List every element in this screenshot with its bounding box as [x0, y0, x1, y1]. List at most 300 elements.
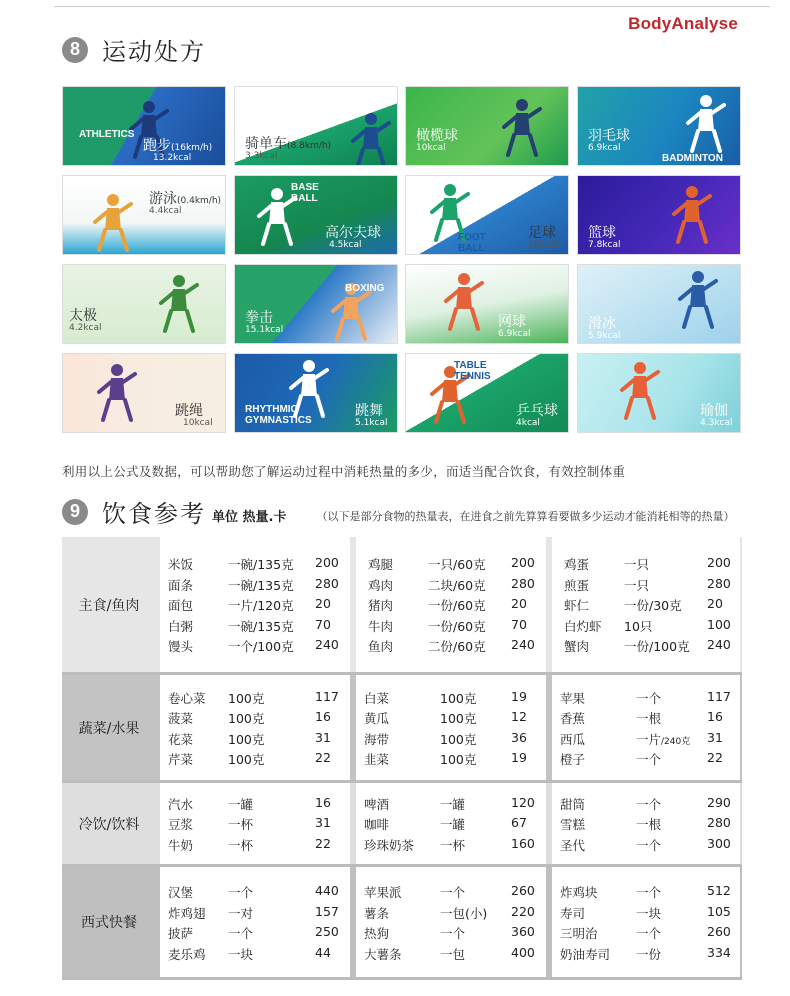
food-item — [356, 945, 546, 963]
food-calories: 70 — [511, 616, 527, 632]
food-name: 炸鸡翅 — [168, 905, 206, 921]
food-portion: 一碗/135克 — [228, 618, 294, 634]
sport-tag: FOOT BALL — [458, 232, 486, 254]
food-portion: 100克 — [440, 690, 477, 706]
food-item — [160, 924, 350, 942]
food-name: 寿司 — [560, 905, 586, 921]
food-calories: 200 — [707, 555, 731, 571]
food-calories: 280 — [707, 815, 731, 831]
food-item — [356, 750, 546, 768]
food-name: 花菜 — [168, 731, 194, 747]
food-calories: 22 — [315, 750, 331, 765]
food-column-block — [552, 783, 740, 864]
food-item — [552, 904, 740, 922]
food-item — [356, 596, 546, 614]
food-item — [552, 617, 740, 635]
food-portion: 一个 — [636, 690, 662, 706]
food-item — [160, 555, 350, 573]
sport-label: 足球 — [528, 225, 556, 241]
sport-card — [405, 175, 569, 255]
food-item — [356, 555, 546, 573]
food-calories: 22 — [707, 750, 723, 765]
food-item — [552, 596, 740, 614]
food-name: 圣代 — [560, 837, 586, 853]
food-name: 牛奶 — [168, 837, 194, 853]
food-calories: 117 — [707, 688, 731, 704]
food-category: 冷饮/饮料 — [78, 816, 140, 833]
sport-card — [405, 353, 569, 433]
athlete-figure-icon — [668, 184, 716, 246]
food-calories: 280 — [511, 575, 535, 591]
food-column-block — [160, 537, 350, 672]
food-column-block — [160, 783, 350, 864]
sport-card — [234, 86, 398, 166]
food-name: 面包 — [168, 598, 194, 614]
food-item — [356, 576, 546, 594]
section-number-badge: 8 — [62, 37, 88, 63]
sport-name — [69, 305, 97, 325]
food-name: 啤酒 — [364, 796, 390, 812]
food-category: 蔬菜/水果 — [78, 720, 140, 737]
sport-card — [577, 175, 741, 255]
sport-label: 瑜伽 — [700, 403, 728, 419]
food-item — [356, 924, 546, 942]
food-column-block — [160, 867, 350, 977]
sport-name — [149, 188, 221, 208]
food-portion: 100克 — [228, 731, 265, 747]
food-item — [160, 883, 350, 901]
food-name: 卷心菜 — [168, 690, 206, 706]
food-calories: 16 — [315, 709, 331, 724]
food-item — [356, 730, 546, 748]
sport-name — [175, 400, 203, 420]
food-item — [160, 815, 350, 833]
food-calories: 200 — [511, 555, 535, 571]
food-portion: 一碗/135克 — [228, 557, 294, 573]
sport-label: 网球 — [498, 314, 526, 330]
food-name: 芹菜 — [168, 752, 194, 767]
food-portion: 一个 — [636, 885, 662, 900]
food-name: 热狗 — [364, 926, 390, 941]
food-item — [160, 596, 350, 614]
food-portion: 一份/30克 — [624, 598, 682, 614]
sport-kcal: 10kcal — [416, 143, 446, 153]
food-item — [552, 945, 740, 963]
sport-name — [588, 125, 630, 145]
food-portion: 一杯 — [228, 837, 254, 853]
sport-speed: (16km/h) — [171, 143, 213, 153]
food-name: 橙子 — [560, 752, 586, 767]
food-portion: 一个 — [228, 926, 254, 941]
food-column-block — [356, 675, 546, 780]
sport-name — [528, 222, 556, 242]
food-name: 白粥 — [168, 618, 194, 634]
food-name: 甜筒 — [560, 796, 586, 812]
food-portion: 一罐 — [228, 796, 254, 812]
food-item — [160, 730, 350, 748]
food-group-row — [62, 783, 742, 864]
food-portion: 一罐 — [440, 817, 466, 833]
sport-card — [577, 353, 741, 433]
food-portion: 一片/240克 — [636, 731, 691, 747]
food-name: 鸡腿 — [368, 557, 394, 573]
food-calories: 512 — [707, 883, 731, 898]
sport-label: 骑单车 — [245, 136, 287, 152]
food-portion: 一碗/135克 — [228, 577, 294, 593]
food-item — [356, 689, 546, 707]
food-name: 苹果派 — [364, 885, 402, 900]
food-item — [552, 730, 740, 748]
athlete-figure-icon — [155, 273, 203, 335]
food-name: 珍珠奶茶 — [364, 837, 415, 853]
sport-kcal: 4.4kcal — [149, 206, 182, 216]
sport-tag: BADMINTON — [662, 153, 723, 164]
food-item — [552, 689, 740, 707]
food-calories: 105 — [707, 903, 731, 919]
food-calories: 240 — [707, 637, 731, 653]
food-portion: 二块/60克 — [428, 577, 486, 593]
sport-kcal: 4.5kcal — [329, 240, 362, 250]
food-item — [552, 709, 740, 727]
food-portion: 100克 — [228, 752, 265, 767]
sport-card — [234, 175, 398, 255]
food-name: 雪糕 — [560, 817, 586, 833]
sport-label: 跳绳 — [175, 403, 203, 419]
advice-note: 利用以上公式及数据，可以帮助您了解运动过程中消耗热量的多少，而适当配合饮食，有效控制体重 — [62, 464, 626, 479]
food-portion: 一对 — [228, 905, 254, 921]
sport-kcal: 10kcal — [183, 418, 213, 428]
food-calories: 16 — [707, 709, 723, 724]
athlete-figure-icon — [89, 192, 137, 254]
sport-label: 乒乓球 — [516, 403, 558, 419]
food-calories: 280 — [315, 575, 339, 591]
food-calories: 31 — [707, 729, 723, 745]
sport-name — [498, 311, 526, 331]
food-portion: 100克 — [228, 711, 265, 726]
sport-tag: RHYTHMIC GYMNASTICS — [245, 404, 312, 426]
sport-name — [588, 313, 616, 333]
sport-card — [234, 264, 398, 344]
food-portion: 一个/100克 — [228, 639, 294, 655]
sport-tag: CYCLING — [307, 109, 352, 120]
food-calories: 31 — [315, 729, 331, 745]
food-calories: 36 — [511, 729, 527, 745]
sport-kcal: 5.9kcal — [588, 331, 621, 341]
sport-card-grid — [62, 86, 742, 434]
food-name: 咖啡 — [364, 817, 390, 833]
food-calories: 19 — [511, 750, 527, 765]
sport-kcal: 13.2kcal — [153, 153, 192, 163]
food-portion: 一个 — [636, 926, 662, 941]
sport-name — [700, 400, 728, 420]
sport-label: 太极 — [69, 308, 97, 324]
food-calories: 250 — [315, 924, 339, 939]
food-calories: 117 — [315, 688, 339, 704]
food-column-block — [552, 675, 740, 780]
food-category: 西式快餐 — [81, 915, 137, 931]
food-group-row — [62, 867, 742, 977]
food-calories: 200 — [315, 555, 339, 571]
unit-label: 单位 热量.卡 — [212, 510, 287, 525]
food-item — [160, 709, 350, 727]
athlete-figure-icon — [498, 97, 546, 159]
sport-card — [577, 264, 741, 344]
food-name: 汉堡 — [168, 885, 194, 900]
food-portion: 一包 — [440, 946, 466, 962]
food-portion: 一罐 — [440, 796, 466, 812]
food-name: 菠菜 — [168, 711, 194, 726]
food-portion: 一个 — [228, 885, 254, 900]
brand-logo: BodyAnalyse — [628, 14, 738, 33]
food-name: 馒头 — [168, 639, 194, 655]
food-calories: 67 — [511, 815, 527, 831]
food-portion: 一根 — [636, 711, 662, 726]
food-name: 白灼虾 — [564, 618, 602, 634]
food-item — [160, 750, 350, 768]
sport-name — [325, 222, 381, 242]
food-name: 米饭 — [168, 557, 194, 573]
food-column-block — [552, 537, 740, 672]
food-portion: 一杯 — [228, 817, 254, 833]
food-calories: 19 — [511, 688, 527, 704]
sport-label: 滑冰 — [588, 316, 616, 332]
food-portion: 一只/60克 — [428, 557, 486, 573]
food-name: 煎蛋 — [564, 577, 590, 593]
food-name: 海带 — [364, 731, 390, 747]
food-name: 披萨 — [168, 926, 194, 941]
athlete-figure-icon — [682, 93, 730, 155]
section-number-badge: 9 — [62, 499, 88, 525]
food-calories: 440 — [315, 883, 339, 898]
food-calories: 280 — [707, 575, 731, 591]
sport-label: 高尔夫球 — [325, 225, 381, 241]
food-item — [552, 924, 740, 942]
food-calories: 300 — [707, 835, 731, 851]
sport-kcal: 4.3kcal — [700, 418, 733, 428]
food-name: 鸡肉 — [368, 577, 394, 593]
food-portion: 一个 — [440, 926, 466, 941]
food-name: 麦乐鸡 — [168, 946, 206, 962]
food-portion: 一个 — [636, 796, 662, 812]
food-portion: 一块 — [636, 905, 662, 921]
sport-tag: ATHLETICS — [79, 129, 135, 140]
food-portion: 一只 — [624, 557, 650, 573]
food-calories: 31 — [315, 815, 331, 831]
food-name: 豆浆 — [168, 817, 194, 833]
food-item — [356, 637, 546, 655]
food-calories: 12 — [511, 709, 527, 724]
sport-kcal: 5.1kcal — [355, 418, 388, 428]
food-name: 面条 — [168, 577, 194, 593]
food-item — [356, 795, 546, 813]
food-portion: 100克 — [440, 752, 477, 767]
food-portion: 一片/120克 — [228, 598, 294, 614]
food-name: 猪肉 — [368, 598, 394, 614]
food-calories: 70 — [315, 616, 331, 632]
food-calories: 16 — [315, 794, 331, 810]
sport-label: 羽毛球 — [588, 128, 630, 144]
food-portion: 一杯 — [440, 837, 466, 853]
sport-card — [234, 353, 398, 433]
food-portion: 100克 — [440, 731, 477, 747]
sport-label: 篮球 — [588, 225, 616, 241]
food-item — [160, 576, 350, 594]
sport-kcal: 10kcal — [528, 240, 558, 250]
food-calories: 260 — [707, 924, 731, 939]
food-item — [552, 555, 740, 573]
food-portion: 一个 — [636, 752, 662, 767]
sport-tag: BASE BALL — [291, 182, 319, 204]
food-item — [552, 576, 740, 594]
food-name: 鸡蛋 — [564, 557, 590, 573]
food-calories: 240 — [511, 637, 535, 653]
food-name: 大薯条 — [364, 946, 402, 962]
food-name: 三明治 — [560, 926, 598, 941]
food-column-block — [356, 867, 546, 977]
food-portion: 100克 — [440, 711, 477, 726]
food-name: 奶油寿司 — [560, 946, 611, 962]
food-item — [160, 904, 350, 922]
food-calories: 20 — [707, 596, 723, 612]
sport-name — [416, 125, 458, 145]
top-rule — [54, 6, 770, 7]
food-portion: 一份/100克 — [624, 639, 690, 655]
food-item — [160, 617, 350, 635]
food-column-block — [552, 867, 740, 977]
food-column-block — [356, 537, 546, 672]
food-calories: 20 — [315, 596, 331, 612]
food-name: 虾仁 — [564, 598, 590, 614]
food-portion: 一份/60克 — [428, 598, 486, 614]
sport-kcal: 4kcal — [516, 418, 540, 428]
food-calories: 160 — [511, 835, 535, 851]
food-calories: 100 — [707, 616, 731, 632]
sport-card — [405, 264, 569, 344]
sport-label: 游泳 — [149, 191, 177, 207]
food-item — [356, 904, 546, 922]
food-item — [160, 637, 350, 655]
food-item — [160, 689, 350, 707]
food-name: 香蕉 — [560, 711, 586, 726]
food-item — [552, 836, 740, 854]
food-calories: 20 — [511, 596, 527, 612]
food-portion: 二份/60克 — [428, 639, 486, 655]
food-name: 炸鸡块 — [560, 885, 598, 900]
section-title: 运动处方 — [102, 38, 206, 66]
food-item — [552, 883, 740, 901]
food-item — [160, 945, 350, 963]
food-item — [160, 795, 350, 813]
food-calories: 334 — [707, 944, 731, 960]
sport-name — [245, 133, 331, 153]
food-calories: 260 — [511, 883, 535, 898]
section-9-header — [62, 494, 734, 529]
sport-speed: (8.8km/h) — [287, 141, 332, 151]
food-portion: 一个 — [440, 885, 466, 900]
athlete-figure-icon — [93, 362, 141, 424]
athlete-figure-icon — [440, 271, 488, 333]
sport-name — [143, 135, 212, 155]
food-column-block — [356, 783, 546, 864]
food-name: 鱼肉 — [368, 639, 394, 655]
sport-name — [245, 307, 273, 327]
section-8-header — [62, 32, 206, 67]
food-item — [160, 836, 350, 854]
food-calories: 220 — [511, 903, 535, 919]
food-item — [356, 815, 546, 833]
sport-label: 拳击 — [245, 310, 273, 326]
food-portion: 一份 — [636, 946, 662, 962]
food-name: 黄瓜 — [364, 711, 390, 726]
sport-card — [577, 86, 741, 166]
food-calories: 157 — [315, 903, 339, 919]
sport-tag: TABLE TENNIS — [454, 360, 491, 382]
food-item — [356, 617, 546, 635]
sport-label: 橄榄球 — [416, 128, 458, 144]
unit-note: （以下是部分食物的热量表，在进食之前先算算看要做多少运动才能消耗相等的热量） — [316, 509, 735, 523]
food-item — [552, 750, 740, 768]
sport-kcal: 6.9kcal — [498, 329, 531, 339]
food-calories: 400 — [511, 944, 535, 960]
sport-name — [516, 400, 558, 420]
food-name: 汽水 — [168, 796, 194, 812]
food-portion: 一只 — [624, 577, 650, 593]
sport-kcal: 7.8kcal — [588, 240, 621, 250]
food-item — [552, 795, 740, 813]
food-item — [356, 883, 546, 901]
sport-card — [405, 86, 569, 166]
sport-kcal: 4.2kcal — [69, 323, 102, 333]
food-portion: 一根 — [636, 817, 662, 833]
sport-kcal: 3.3kcal — [245, 151, 278, 161]
food-portion: 100克 — [228, 690, 265, 706]
food-name: 西瓜 — [560, 731, 586, 747]
food-name: 薯条 — [364, 905, 390, 921]
athlete-figure-icon — [674, 269, 722, 331]
food-item — [552, 815, 740, 833]
food-calories: 290 — [707, 794, 731, 810]
food-portion: 一块 — [228, 946, 254, 962]
food-category: 主食/鱼肉 — [78, 597, 140, 614]
sport-name — [588, 222, 616, 242]
food-calorie-table — [62, 537, 742, 980]
food-item — [552, 637, 740, 655]
sport-label: 跑步 — [143, 138, 171, 154]
food-item — [356, 709, 546, 727]
food-column-block — [160, 675, 350, 780]
food-calories: 22 — [315, 835, 331, 851]
food-portion: 一包(小) — [440, 905, 488, 921]
food-group-row — [62, 537, 742, 672]
section-title: 饮食参考 — [102, 500, 206, 528]
food-calories: 360 — [511, 924, 535, 939]
sport-name — [355, 400, 383, 420]
food-name: 韭菜 — [364, 752, 390, 767]
sport-label: 跳舞 — [355, 403, 383, 419]
food-item — [356, 836, 546, 854]
food-name: 牛肉 — [368, 618, 394, 634]
food-portion: 一份/60克 — [428, 618, 486, 634]
food-calories: 240 — [315, 637, 339, 653]
sport-card — [62, 353, 226, 433]
athlete-figure-icon — [347, 111, 395, 166]
sport-tag: BOXING — [345, 283, 385, 294]
food-calories: 44 — [315, 944, 331, 960]
food-portion: 10只 — [624, 618, 653, 634]
sport-kcal: 6.9kcal — [588, 143, 621, 153]
food-calories: 120 — [511, 794, 535, 810]
sport-card — [62, 175, 226, 255]
